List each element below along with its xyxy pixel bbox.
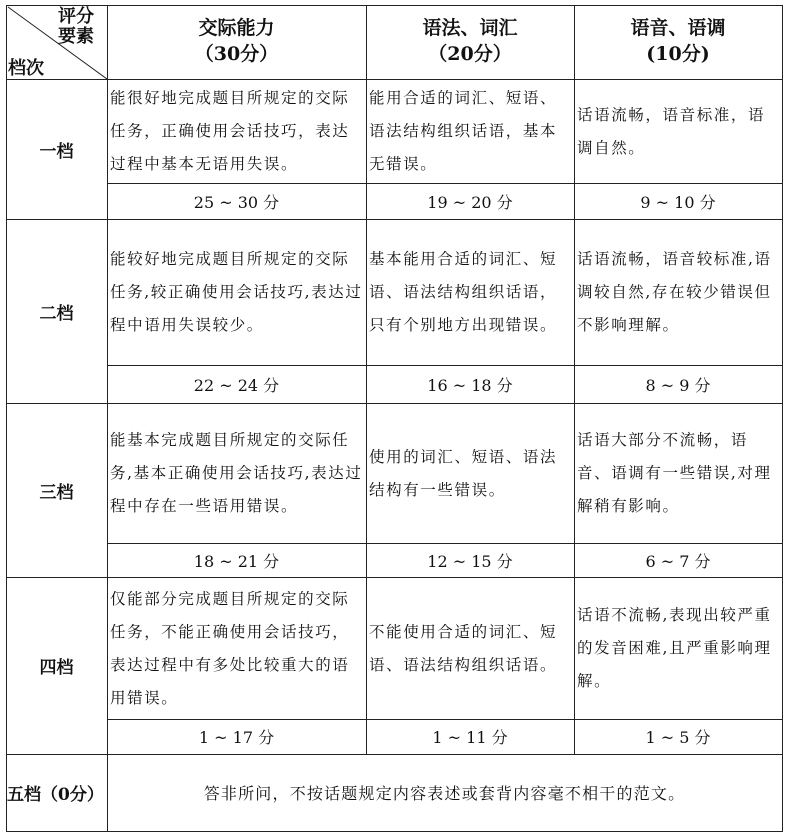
score-range: 16 ~ 18 分 [427, 375, 513, 395]
description-text: 话语流畅，语音较标准,语调较自然,存在较少错误但不影响理解。 [577, 250, 772, 334]
description-cell [107, 220, 366, 365]
description-text: 话语流畅，语音标准，语调自然。 [577, 105, 766, 157]
score-range: 8 ~ 9 分 [645, 375, 711, 395]
scoring-rubric-table [6, 5, 783, 832]
column-title: 语法、词汇 [422, 17, 518, 39]
score-range: 19 ~ 20 分 [427, 192, 513, 212]
level-label: 一档 [39, 141, 74, 162]
column-header-grammar-vocab [366, 15, 574, 67]
description-cell [574, 404, 782, 543]
description-text: 使用的词汇、短语、语法结构有一些错误。 [369, 447, 558, 499]
column-points: (10分) [646, 43, 710, 65]
border-right [782, 5, 783, 832]
score-range: 6 ~ 7 分 [645, 551, 711, 571]
corner-label-line1: 评分 [58, 6, 94, 27]
description-text: 能很好地完成题目所规定的交际任务，正确使用会话技巧，表达过程中基本无语用失误。 [110, 89, 350, 173]
description-text: 能较好地完成题目所规定的交际任务,较正确使用会话技巧,表达过程中语用失误较少。 [110, 250, 363, 334]
column-points: （30分） [194, 43, 279, 65]
corner-label-line2: 要素 [58, 26, 94, 47]
description-text: 仅能部分完成题目所规定的交际任务，不能正确使用会话技巧，表达过程中有多处比较重大的语用错误。 [110, 589, 350, 707]
description-text: 能用合适的词汇、短语、语法结构组织话语，基本无错误。 [369, 89, 558, 173]
description-cell [366, 220, 574, 365]
score-range: 22 ~ 24 分 [193, 375, 280, 395]
corner-label-criteria [58, 7, 94, 47]
score-range: 25 ~ 30 分 [193, 192, 280, 212]
score-range: 1 ~ 5 分 [645, 728, 711, 747]
description-cell [107, 754, 782, 831]
description-cell [574, 80, 782, 183]
border-top [6, 5, 783, 6]
description-cell [574, 220, 782, 365]
level-label: 三档 [39, 482, 74, 503]
level-label: 四档 [39, 658, 74, 678]
corner-label-level: 档次 [8, 58, 44, 79]
score-range: 1 ~ 17 分 [198, 728, 275, 747]
description-cell [366, 80, 574, 183]
description-text: 基本能用合适的词汇、短语、语法结构组织话语，只有个别地方出现错误。 [369, 250, 558, 334]
description-cell [107, 80, 366, 183]
level-label: 五档（0分） [7, 785, 104, 805]
column-header-pronunciation [574, 15, 782, 67]
score-range: 1 ~ 11 分 [432, 728, 508, 747]
description-text: 话语大部分不流畅，语音、语调有一些错误,对理解稍有影响。 [577, 431, 772, 515]
column-title: 语音、语调 [630, 17, 726, 39]
score-range: 18 ~ 21 分 [193, 551, 280, 571]
description-text: 能基本完成题目所规定的交际任务,基本正确使用会话技巧,表达过程中存在一些语用错误。 [110, 431, 363, 515]
description-cell [574, 578, 782, 719]
description-cell [366, 578, 574, 719]
column-header-communication [107, 15, 366, 67]
border-bottom [6, 831, 783, 832]
header-corner-cell [6, 5, 107, 79]
description-cell [107, 578, 366, 719]
score-range: 12 ~ 15 分 [427, 551, 513, 571]
description-text: 答非所问，不按话题规定内容表述或套背内容毫不相干的范文。 [203, 784, 686, 803]
column-points: （20分） [428, 43, 512, 65]
description-cell [366, 404, 574, 543]
score-range: 9 ~ 10 分 [640, 192, 716, 212]
level-label: 二档 [39, 303, 74, 324]
column-title: 交际能力 [198, 17, 275, 39]
description-text: 不能使用合适的词汇、短语、语法结构组织话语。 [369, 622, 558, 674]
description-cell [107, 404, 366, 543]
description-text: 话语不流畅,表现出较严重的发音困难,且严重影响理解。 [577, 606, 772, 690]
